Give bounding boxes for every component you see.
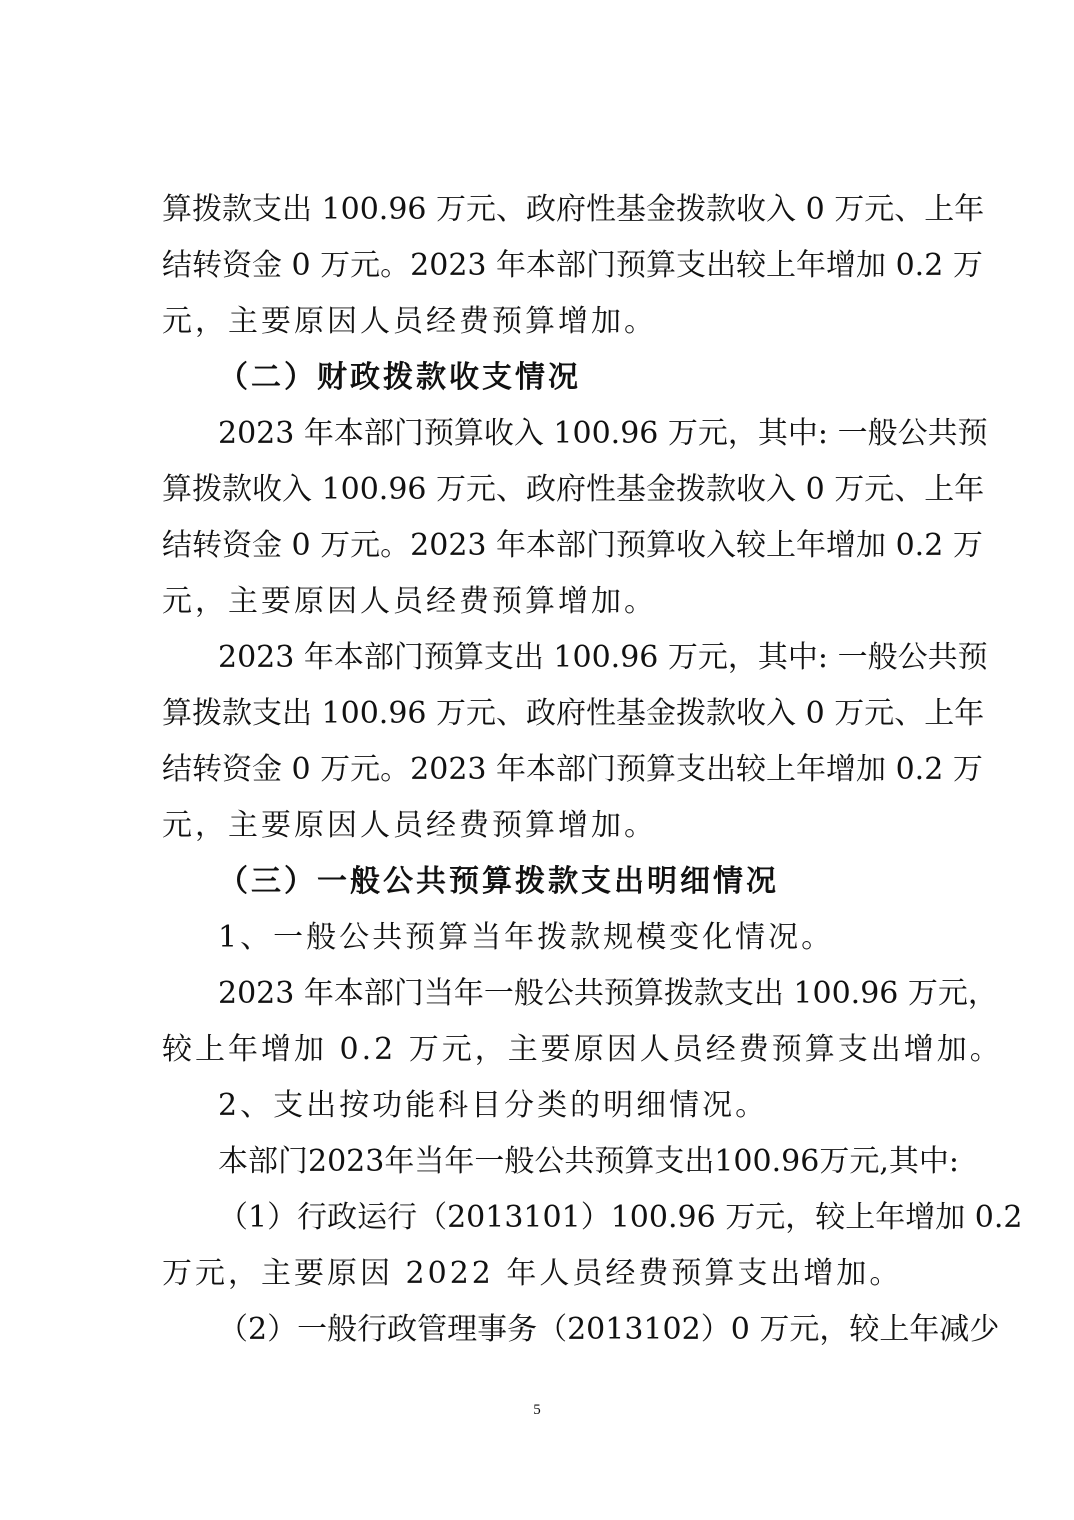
line-text: 万元，主要原因 2022 年人员经费预算支出增加。	[162, 1256, 903, 1291]
line-text: 算拨款支出 100.96 万元、政府性基金拨款收入 0 万元、上年	[162, 696, 985, 731]
line-text: 元，主要原因人员经费预算增加。	[162, 584, 657, 619]
line-text: 结转资金 0 万元。2023 年本部门预算收入较上年增加 0.2 万	[162, 528, 983, 563]
line-text: 1、一般公共预算当年拨款规模变化情况。	[218, 920, 835, 955]
line-text: 2023 年本部门当年一般公共预算拨款支出 100.96 万元，	[218, 976, 998, 1011]
line-text: 结转资金 0 万元。2023 年本部门预算支出较上年增加 0.2 万	[162, 248, 983, 283]
line-text: 本部门2023年当年一般公共预算支出100.96万元,其中:	[218, 1144, 959, 1179]
line-text: 2023 年本部门预算收入 100.96 万元，其中: 一般公共预	[218, 416, 988, 451]
heading-text: （三）一般公共预算拨款支出明细情况	[218, 864, 779, 899]
line-text: 元，主要原因人员经费预算增加。	[162, 304, 657, 339]
line-text: 元，主要原因人员经费预算增加。	[162, 808, 657, 843]
line-text: 2、支出按功能科目分类的明细情况。	[218, 1088, 769, 1123]
heading-text: （二）财政拨款收支情况	[218, 360, 581, 395]
line-text: 2023 年本部门预算支出 100.96 万元，其中: 一般公共预	[218, 640, 988, 675]
line-text: 结转资金 0 万元。2023 年本部门预算支出较上年增加 0.2 万	[162, 752, 983, 787]
page-number: 5	[533, 1402, 541, 1418]
line-text: 较上年增加 0.2 万元，主要原因人员经费预算支出增加。	[162, 1032, 1003, 1067]
line-text: 算拨款收入 100.96 万元、政府性基金拨款收入 0 万元、上年	[162, 472, 985, 507]
line-text: （2）一般行政管理事务（2013102）0 万元，较上年减少	[218, 1312, 1000, 1347]
line-text: （1）行政运行（2013101）100.96 万元，较上年增加 0.2	[218, 1200, 1023, 1235]
line-text: 算拨款支出 100.96 万元、政府性基金拨款收入 0 万元、上年	[162, 192, 985, 227]
